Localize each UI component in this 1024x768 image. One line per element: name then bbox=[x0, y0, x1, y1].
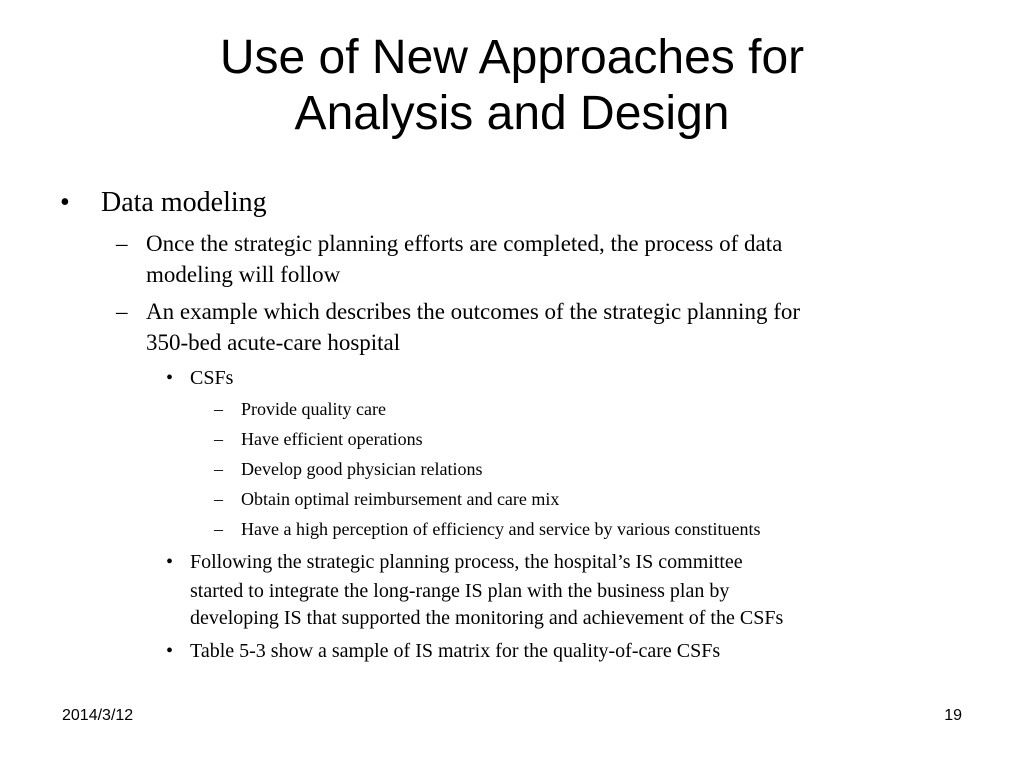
csf-item: Have efficient operations bbox=[241, 429, 423, 449]
dash-marker: – bbox=[214, 429, 223, 449]
following-line-1: Following the strategic planning process, the hospital’s IS committee bbox=[190, 551, 743, 573]
bullet-marker: • bbox=[60, 187, 70, 218]
bullet-data-modeling: Data modeling bbox=[101, 187, 267, 218]
title-line-1: Use of New Approaches for bbox=[219, 31, 805, 84]
page-number: 19 bbox=[944, 707, 962, 724]
csf-item: Develop good physician relations bbox=[241, 459, 483, 479]
csf-item: Provide quality care bbox=[241, 399, 386, 419]
title-line-2: Analysis and Design bbox=[294, 87, 730, 140]
dash-marker: – bbox=[214, 459, 223, 479]
dash-marker: – bbox=[214, 399, 223, 419]
dash-marker: – bbox=[214, 489, 223, 509]
footer-date: 2014/3/12 bbox=[62, 707, 134, 724]
dash-marker: – bbox=[214, 519, 223, 539]
bullet-marker: • bbox=[166, 551, 174, 573]
table-note: Table 5-3 show a sample of IS matrix for the quality-of-care CSFs bbox=[190, 640, 721, 662]
csf-item: Have a high perception of efficiency and service by various constituents bbox=[241, 519, 761, 539]
csf-item: Obtain optimal reimbursement and care mix bbox=[241, 489, 560, 509]
sub-item-1-line-2: modeling will follow bbox=[146, 262, 341, 287]
csfs-label: CSFs bbox=[190, 367, 234, 389]
bullet-marker: • bbox=[166, 367, 174, 389]
sub-item-1-line-1: Once the strategic planning efforts are completed, the process of data bbox=[146, 231, 783, 256]
dash-marker: – bbox=[116, 299, 128, 324]
sub-item-2-line-1: An example which describes the outcomes of the strategic planning for bbox=[146, 299, 801, 324]
sub-item-2-line-2: 350-bed acute-care hospital bbox=[146, 330, 401, 355]
bullet-marker: • bbox=[166, 640, 174, 662]
dash-marker: – bbox=[116, 231, 128, 256]
following-line-3: developing IS that supported the monitoring and achievement of the CSFs bbox=[190, 607, 784, 629]
following-line-2: started to integrate the long-range IS plan with the business plan by bbox=[190, 580, 730, 602]
